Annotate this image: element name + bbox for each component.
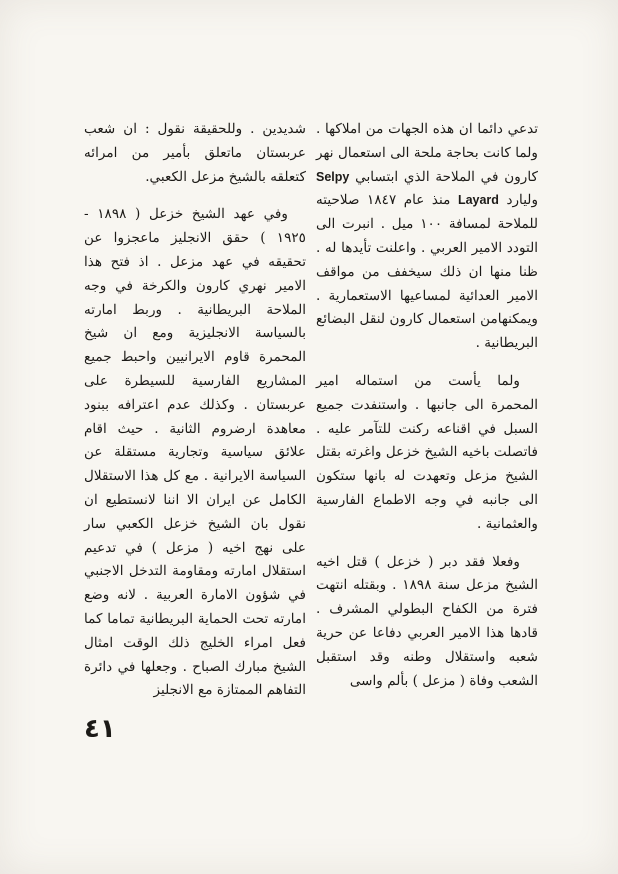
right-p1-lead: تدعي دائما ان هذه الجهات من املاكها . ولما كانت بحاجة ملحة الى استعمال نهر كارون في الملاحة الذي ابتسابي xyxy=(316,121,538,185)
right-p1-mid: وليارد xyxy=(506,192,539,209)
right-paragraph-2: ولما يأست من استماله امير المحمرة الى جانبها . واستنفدت جميع السبل في اقناعه ركنت للتآمر عليه . فاتصلت باخيه الشيخ خزعل واغرته بقتل الشيخ مزعل وتعهدت له بانها ستكون الى جانبه في وجه الاطماع الفارسية والعثمانية . xyxy=(316,372,538,532)
left-paragraph-1: شديدين . وللحقيقة نقول : ان شعب عربستان ماتعلق بأمير من امرائه كتعلقه بالشيخ مزعل الكعبي. xyxy=(84,121,306,185)
left-paragraph-2: وفي عهد الشيخ خزعل ( ١٨٩٨ - ١٩٢٥ ) حقق الانجليز ماعجزوا عن تحقيقه في عهد مزعل . اذ فتح هذا الامير نهري كارون والكرخة في وجه الملاحة البريطانية . وربط امارته بالسياسة الانجليزية ومع ان شيخ المحمرة قاوم الايرانيين واحبط جميع المشاريع الفارسية للسيطرة على عربستان . وكذلك عدم اعترافه ببنود معاهدة ارضروم الثانية . حيث اقام علائق سياسية وتجارية مستقلة عن السياسة الايرانية . مع كل هذا الاستقلال الكامل عن ايران الا اننا لانستطيع ان نقول بان الشيخ خزعل الكعبي سار على نهج اخيه ( مزعل ) في تدعيم استقلال امارته ومقاومة التدخل الاجنبي في شؤون الامارة العربية . لانه وضع امارته تحت الحماية البريطانية تماما كما فعل امراء الخليج ذلك الوقت امثال الشيخ مبارك الصباح . وجعلها في دائرة التفاهم الممتازة مع الانجليز xyxy=(84,206,306,699)
right-p1-rest: منذ عام ١٨٤٧ صلاحيته للملاحة لمسافة ١٠٠ ميل . انبرت الى التودد الامير العربي . واعلنت تأيدها له . ظنا منها ان ذلك سيخفف من مواقف الامير العدائية لمساعيها الاستعمارية . ويمكنهامن استعمال كارون لنقل البضائع البريطانية . xyxy=(316,192,538,352)
right-column xyxy=(316,118,538,707)
right-paragraph-3: وفعلا فقد دبر ( خزعل ) قتل اخيه الشيخ مزعل سنة ١٨٩٨ . وبقتله انتهت فترة من الكفاح البطولي المشرف . قادها هذا الامير العربي دفاعا عن حرية شعبه واستقلال وطنه وقد استقبل الشعب وفاة ( مزعل ) بألم واسى xyxy=(316,553,538,689)
latin-name-layard: Layard xyxy=(457,193,499,208)
right-paragraph-1 xyxy=(316,118,538,356)
page-number: ٤١ xyxy=(84,714,116,744)
left-column xyxy=(84,118,306,717)
latin-name-selpy: Selpy xyxy=(316,169,350,184)
